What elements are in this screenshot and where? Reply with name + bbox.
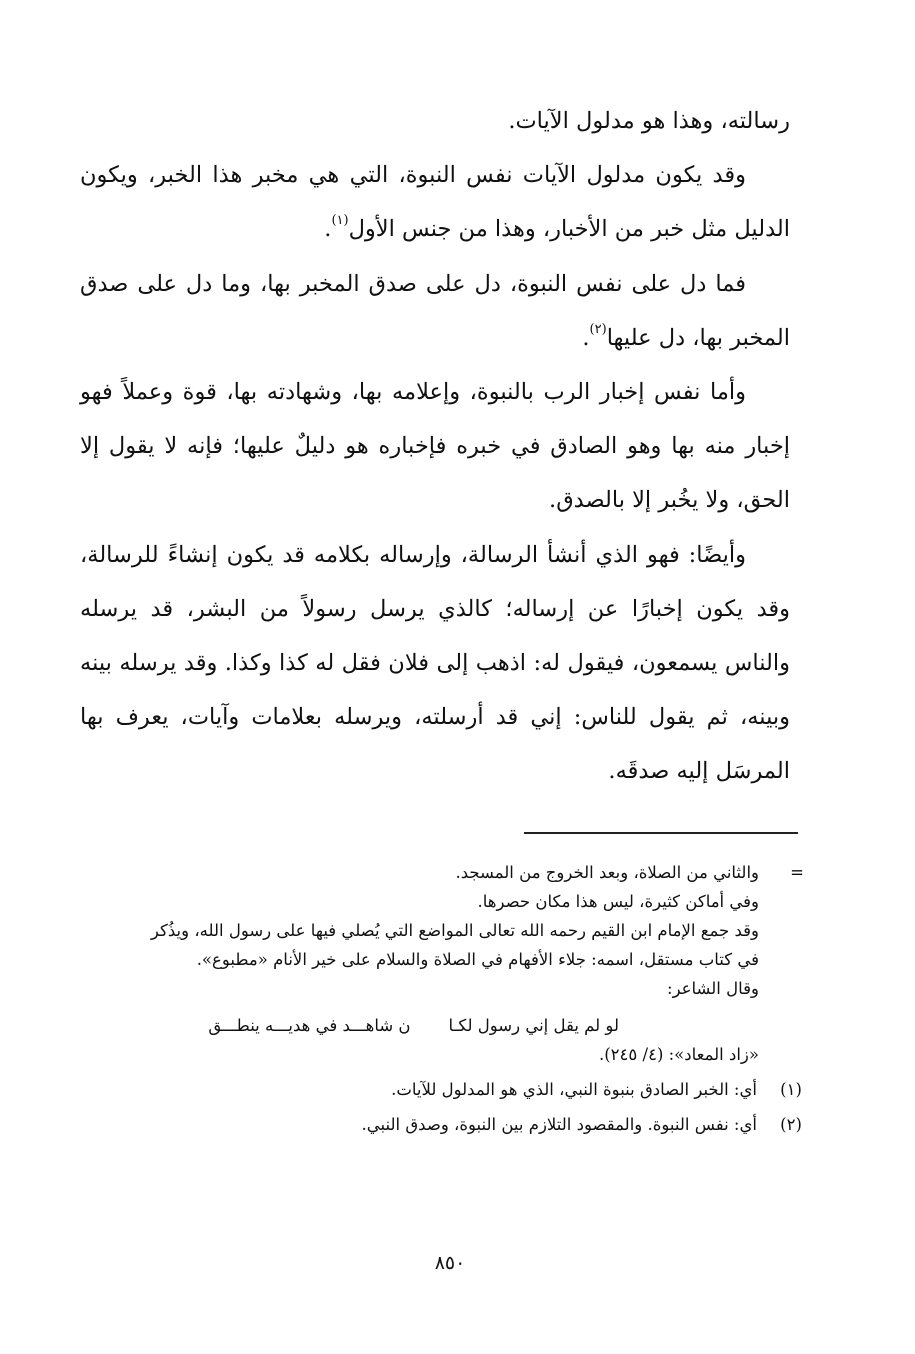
footnote-line: في كتاب مستقل، اسمه: جلاء الأفهام في الصلاة والسلام على خير الأنام «مطبوع».	[196, 950, 759, 969]
poem-source: «زاد المعاد»: (٤/ ٢٤٥).	[598, 1045, 759, 1064]
paragraph-2	[80, 148, 790, 256]
footnote-line: وفي أماكن كثيرة، ليس هذا مكان حصرها.	[477, 892, 759, 911]
footnotes-section	[97, 858, 807, 1139]
footnote-1-number: (١)	[780, 1080, 802, 1099]
footnote-separator	[524, 832, 798, 834]
footnote-2-number: (٢)	[780, 1115, 802, 1134]
footnote-2	[97, 1110, 807, 1139]
paragraph-2-tail: .	[324, 216, 332, 243]
paragraph-3	[80, 257, 790, 365]
poem-verse	[97, 1011, 759, 1040]
paragraph-4: وأما نفس إخبار الرب بالنبوة، وإعلامه بها، وشهادته بها، قوة وعملاً فهو إخبار منه بها وهو الصادق في خبره فإخباره هو دليلٌ عليها؛ فإنه لا يقول إلا الحق، ولا يخُبر إلا بالصدق.	[80, 379, 790, 514]
footnote-1-text: أي: الخبر الصادق بنبوة النبي، الذي هو المدلول للآيات.	[391, 1080, 757, 1099]
footnote-ref-2: (٢)	[589, 321, 607, 337]
footnote-line: وقال الشاعر:	[667, 979, 759, 998]
page-number: ٨٥٠	[434, 1252, 466, 1274]
footnote-line: وقد جمع الإمام ابن القيم رحمه الله تعالى المواضع التي يُصلي فيها على رسول الله، ويذُكر	[150, 921, 759, 940]
poem-hemistich-1: لو لم يقل إني رسول لكـا	[448, 1016, 619, 1035]
footnote-1	[97, 1075, 807, 1104]
footnote-line-text: والثاني من الصلاة، وبعد الخروج من المسجد.	[455, 863, 759, 882]
paragraph-2-text: وقد يكون مدلول الآيات نفس النبوة، التي هي مخبر هذا الخبر، ويكون الدليل مثل خبر من الأخبار، وهذا من جنس الأول	[80, 162, 790, 243]
paragraph-3-tail: .	[582, 324, 590, 351]
continuation-marker: =	[790, 863, 804, 882]
footnote-continuation	[97, 858, 807, 1069]
main-text-body	[80, 94, 790, 799]
footnote-2-text: أي: نفس النبوة. والمقصود التلازم بين النبوة، وصدق النبي.	[361, 1115, 757, 1134]
poem-hemistich-2: ن شاهـــد في هديـــه ينطـــق	[208, 1016, 411, 1035]
paragraph-1: رسالته، وهذا هو مدلول الآيات.	[508, 108, 790, 134]
paragraph-5: وأيضًا: فهو الذي أنشأ الرسالة، وإرساله بكلامه قد يكون إنشاءً للرسالة، وقد يكون إخبارًا عن إرساله؛ كالذي يرسل رسولاً من البشر، قد يرسله والناس يسمعون، فيقول له: اذهب إلى فلان فقل له كذا وكذا. وقد يرسله بينه وبينه، ثم يقول للناس: إني قد أرسلته، ويرسله بعلامات وآيات، يعرف بها المرسَل إليه صدقَه.	[80, 541, 790, 785]
paragraph-3-text: فما دل على نفس النبوة، دل على صدق المخبر بها، وما دل على صدق المخبر بها، دل عليها	[80, 270, 790, 351]
footnote-ref-1: (١)	[331, 213, 349, 229]
footnote-line	[97, 858, 804, 887]
